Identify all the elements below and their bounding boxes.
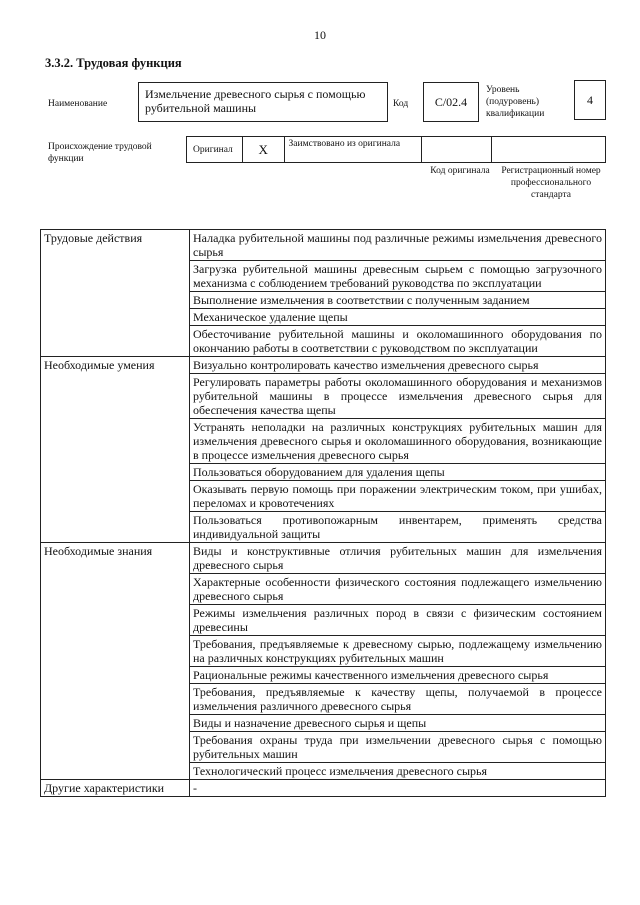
registration-number-caption: Регистрационный номер профессионального стандарта [501,166,601,200]
other-characteristics-label: Другие характеристики [41,780,190,797]
section-item: Наладка рубительной машины под различные режимы измельчения древесного сырья [190,230,606,261]
table-row [41,230,606,261]
section-item: Требования, предъявляемые к древесному сырью, подлежащему измельчению на различных конструкциях рубительных машин [190,636,606,667]
section-item: Требования, предъявляемые к качеству щепы, получаемой в процессе измельчения различного древесного сырья [190,684,606,715]
qualification-level-label: Уровень (подуровень) квалификации [486,85,545,119]
section-item: Виды и конструктивные отличия рубительных машин для измельчения древесного сырья [190,543,606,574]
section-item: Виды и назначение древесного сырья и щепы [190,715,606,732]
borrowed-label: Заимствовано из оригинала [285,137,422,162]
function-name-box: Измельчение древесного сырья с помощью рубительной машины [138,82,388,122]
section-item: Требования охраны труда при измельчении древесного сырья с помощью рубительных машин [190,732,606,763]
origin-label: Происхождение трудовой функции [48,142,152,164]
section-item: Режимы измельчения различных пород в связи с физическим состоянием древесины [190,605,606,636]
section-item: Визуально контролировать качество измельчения древесного сырья [190,357,606,374]
original-code-caption: Код оригинала [430,166,490,176]
original-label: Оригинал [187,137,243,162]
section-item: Выполнение измельчения в соответствии с полученным заданием [190,292,606,309]
original-code-cell [422,137,492,162]
section-category: Необходимые знания [41,543,190,780]
section-item: Пользоваться оборудованием для удаления щепы [190,464,606,481]
original-mark: X [243,137,285,162]
section-item: Технологический процесс измельчения древесного сырья [190,763,606,780]
table-row [41,780,606,797]
section-item: Пользоваться противопожарным инвентарем, применять средства индивидуальной защиты [190,512,606,543]
name-label: Наименование [48,99,108,109]
qualification-level-box: 4 [574,80,606,120]
page-number: 10 [314,28,326,42]
section-item: Характерные особенности физического состояния подлежащего измельчению древесного сырья [190,574,606,605]
labor-function-table [40,229,606,797]
section-title: 3.3.2. Трудовая функция [45,56,182,70]
section-item: Регулировать параметры работы околомашинного оборудования и механизмов рубительной машины в процессе измельчения древесного сырья для обеспечения качества щепы [190,374,606,419]
other-characteristics-value: - [190,780,606,797]
section-item: Рациональные режимы качественного измельчения древесного сырья [190,667,606,684]
section-category: Необходимые умения [41,357,190,543]
section-item: Механическое удаление щепы [190,309,606,326]
origin-table [186,136,606,163]
section-item: Загрузка рубительной машины древесным сырьем с помощью загрузочного механизма с соблюдением требований руководства по эксплуатации [190,261,606,292]
table-row [41,543,606,574]
registration-number-cell [492,137,605,162]
code-label: Код [393,99,409,109]
table-row [41,357,606,374]
section-item: Устранять неполадки на различных конструкциях рубительных машин для измельчения древесного сырья и околомашинного оборудования, возникающие в процессе измельчения древесного сырья [190,419,606,464]
section-item: Оказывать первую помощь при поражении электрическим током, при ушибах, переломах и кровотечениях [190,481,606,512]
section-item: Обесточивание рубительной машины и околомашинного оборудования по окончанию работы в соответствии с руководством по эксплуатации [190,326,606,357]
code-box: C/02.4 [423,82,479,122]
section-category: Трудовые действия [41,230,190,357]
